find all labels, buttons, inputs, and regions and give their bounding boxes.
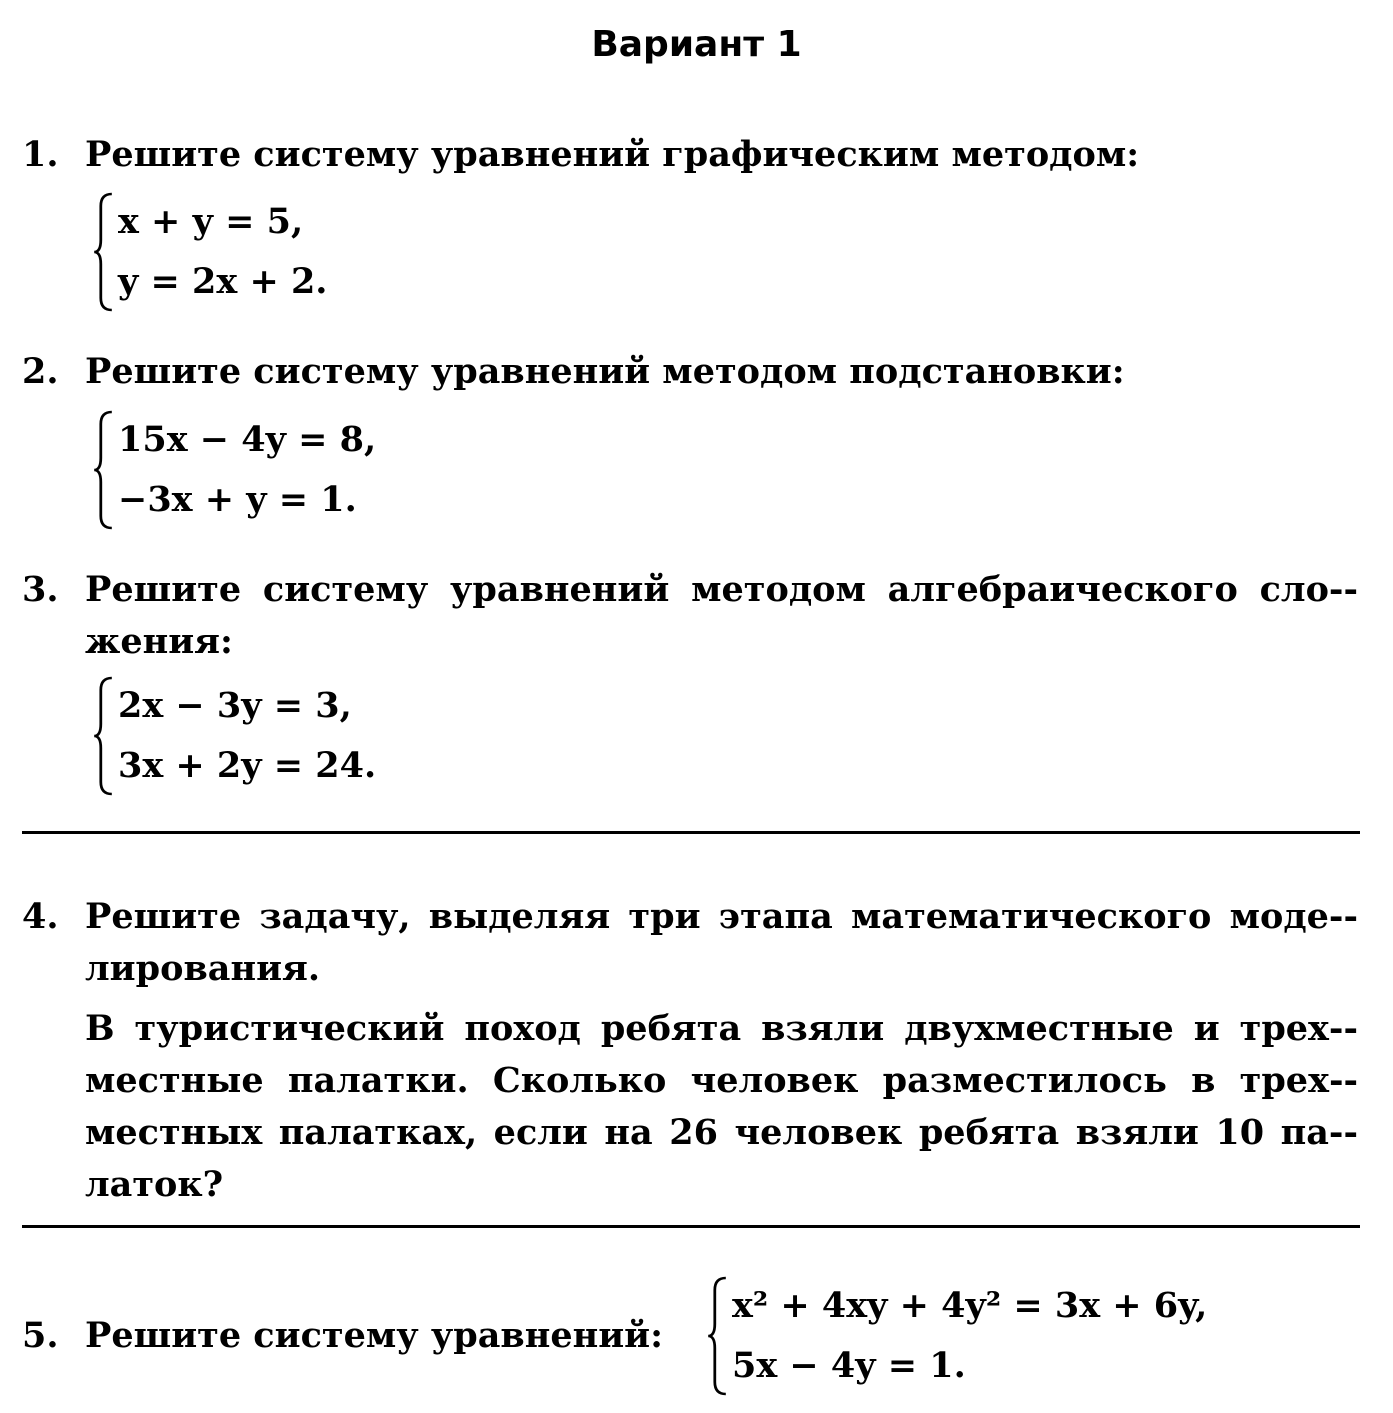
task-4-problem: В туристический поход ребята взяли двухместные и трех-местные палатки. Сколько человек разместилось в трех-местных палатках, если на 26 человек ребята взяли 10 па-латок?: [85, 1008, 1358, 1205]
equation-list: [118, 192, 328, 312]
left-brace-icon: [92, 410, 114, 530]
left-brace-icon: [92, 676, 114, 796]
page-title: Вариант 1: [591, 24, 802, 65]
left-brace-icon: [706, 1276, 728, 1396]
equation-1: 15x − 4y = 8,: [118, 419, 377, 460]
task-3-number: 3.: [22, 569, 59, 610]
equation-1: x + y = 5,: [118, 201, 304, 242]
task-3-text: Решите систему уравнений методом алгебраического сло-жения:: [85, 569, 1358, 662]
equation-2: y = 2x + 2.: [118, 261, 328, 302]
equation-list: [732, 1276, 1207, 1396]
section-divider: [22, 831, 1360, 834]
task-1-system: [92, 192, 328, 312]
task-1-text: Решите систему уравнений графическим методом:: [85, 134, 1140, 175]
equation-list: [118, 410, 376, 530]
task-5-text: Решите систему уравнений:: [85, 1315, 664, 1356]
equation-list: [118, 676, 376, 796]
task-2-system: [92, 410, 376, 530]
equation-2: 3x + 2y = 24.: [118, 745, 377, 786]
task-5-system: [706, 1276, 1207, 1396]
task-3-system: [92, 676, 376, 796]
equation-2: 5x − 4y = 1.: [732, 1345, 966, 1386]
task-1-number: 1.: [22, 134, 59, 175]
equation-1: 2x − 3y = 3,: [118, 685, 352, 726]
task-4-text: Решите задачу, выделяя три этапа математического моде-лирования.: [85, 896, 1358, 989]
task-4-number: 4.: [22, 896, 59, 937]
task-2-text: Решите систему уравнений методом подстановки:: [85, 351, 1125, 392]
left-brace-icon: [92, 192, 114, 312]
task-2-number: 2.: [22, 351, 59, 392]
section-divider: [22, 1225, 1360, 1228]
equation-1: x² + 4xy + 4y² = 3x + 6y,: [732, 1285, 1208, 1326]
equation-2: −3x + y = 1.: [118, 479, 357, 520]
task-5-number: 5.: [22, 1315, 59, 1356]
